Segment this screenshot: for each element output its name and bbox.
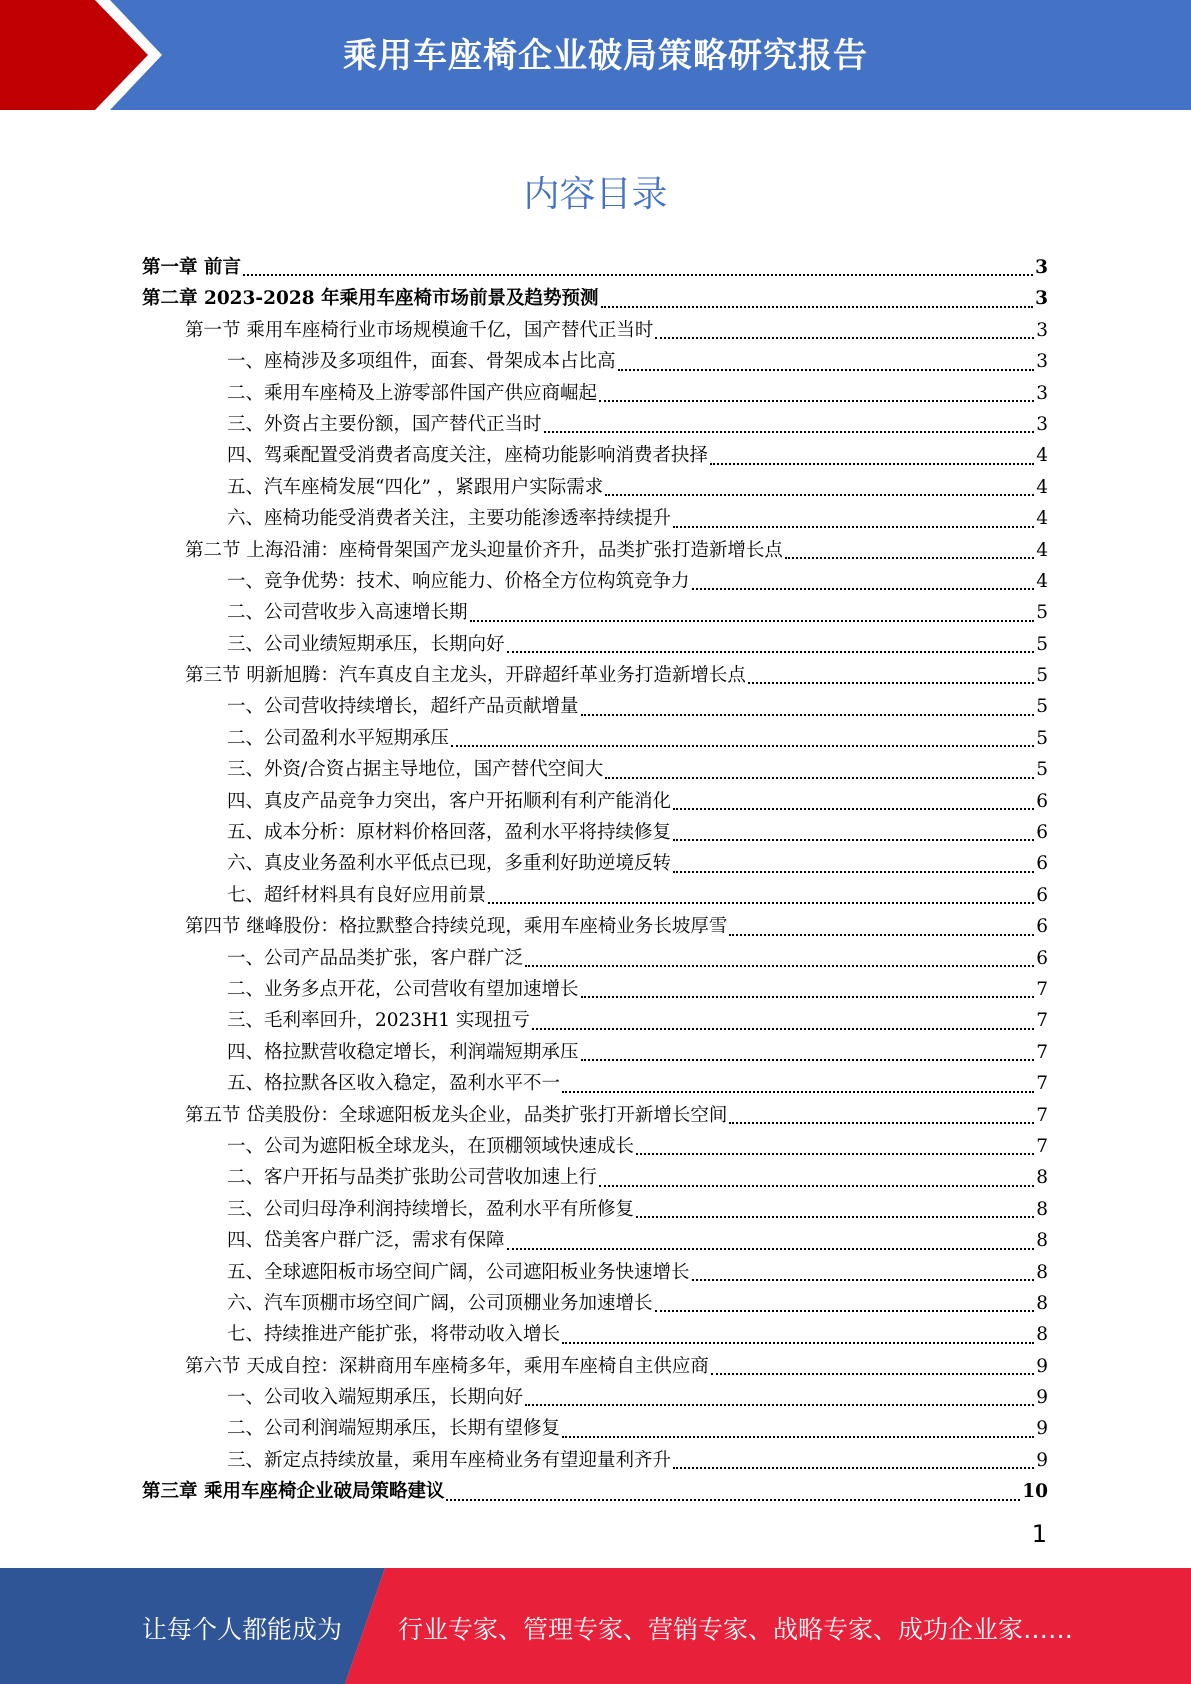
- toc-dot-leader: [581, 714, 1035, 716]
- toc-dot-leader: [673, 526, 1034, 528]
- toc-entry-title: 一、竞争优势：技术、响应能力、价格全方位构筑竞争力: [227, 570, 690, 592]
- toc-entry-title: 六、座椅功能受消费者关注，主要功能渗透率持续提升: [227, 508, 672, 530]
- toc-entry-page: 10: [1022, 1481, 1048, 1503]
- toc-entry-page: 8: [1036, 1324, 1048, 1346]
- toc-entry-title: 三、毛利率回升，2023H1 实现扭亏: [227, 1010, 530, 1032]
- footer-band: [0, 1568, 1191, 1684]
- toc-entry-title: 第六节 天成自控：深耕商用车座椅多年，乘用车座椅自主供应商: [185, 1355, 709, 1377]
- toc-entry-page: 7: [1036, 1104, 1048, 1126]
- toc-entry-page: 6: [1036, 853, 1048, 875]
- toc-entry-title: 二、客户开拓与品类扩张助公司营收加速上行: [227, 1167, 598, 1189]
- toc-entry[interactable]: [142, 1101, 1048, 1132]
- toc-entry-page: 4: [1036, 476, 1048, 498]
- toc-entry-page: 5: [1036, 696, 1048, 718]
- toc-dot-leader: [488, 902, 1034, 904]
- toc-entry[interactable]: [142, 1038, 1048, 1069]
- toc-entry-page: 6: [1036, 790, 1048, 812]
- toc-entry[interactable]: [142, 316, 1048, 347]
- toc-entry-page: 9: [1036, 1355, 1048, 1377]
- toc-entry-title: 七、持续推进产能扩张，将带动收入增长: [227, 1324, 561, 1346]
- toc-entry-page: 4: [1036, 539, 1048, 561]
- toc-entry-title: 三、公司业绩短期承压，长期向好: [227, 633, 505, 655]
- toc-dot-leader: [729, 1122, 1034, 1124]
- toc-entry-page: 6: [1036, 822, 1048, 844]
- toc-entry-title: 一、公司为遮阳板全球龙头，在顶棚领域快速成长: [227, 1135, 635, 1157]
- toc-entry-page: 8: [1036, 1261, 1048, 1283]
- toc-entry[interactable]: [142, 849, 1048, 880]
- toc-entry-title: 二、公司营收步入高速增长期: [227, 602, 468, 624]
- toc-dot-leader: [507, 651, 1035, 653]
- toc-entry-page: 5: [1036, 759, 1048, 781]
- toc-entry-page: 9: [1036, 1387, 1048, 1409]
- toc-dot-leader: [673, 839, 1034, 841]
- toc-entry[interactable]: [142, 787, 1048, 818]
- toc-entry-title: 二、公司盈利水平短期承压: [227, 727, 450, 749]
- toc-entry-title: 第二章 2023-2028 年乘用车座椅市场前景及趋势预测: [142, 288, 599, 310]
- header-band: [0, 0, 1191, 110]
- toc-entry[interactable]: [142, 1195, 1048, 1226]
- toc-dot-leader: [532, 1028, 1034, 1030]
- toc-entry-title: 三、公司归母净利润持续增长，盈利水平有所修复: [227, 1198, 635, 1220]
- toc-entry[interactable]: [142, 536, 1048, 567]
- toc-dot-leader: [692, 588, 1035, 590]
- toc-entry[interactable]: [142, 1414, 1048, 1445]
- toc-entry-page: 6: [1036, 884, 1048, 906]
- toc-entry-title: 三、外资/合资占据主导地位，国产替代空间大: [227, 759, 604, 781]
- toc-entry-title: 一、公司收入端短期承压，长期向好: [227, 1387, 524, 1409]
- toc-entry-page: 4: [1036, 570, 1048, 592]
- toc-entry[interactable]: [142, 818, 1048, 849]
- toc-entry-title: 四、格拉默营收稳定增长，利润端短期承压: [227, 1041, 579, 1063]
- toc-entry-page: 7: [1036, 978, 1048, 1000]
- toc-entry[interactable]: [142, 379, 1048, 410]
- toc-entry-title: 第一章 前言: [142, 257, 241, 278]
- toc-entry-title: 三、外资占主要份额，国产替代正当时: [227, 413, 542, 435]
- toc-dot-leader: [729, 934, 1034, 936]
- toc-entry-title: 第四节 继峰股份：格拉默整合持续兑现，乘用车座椅业务长坡厚雪: [185, 916, 728, 938]
- toc-dot-leader: [655, 337, 1034, 339]
- toc-dot-leader: [636, 1153, 1034, 1155]
- toc-entry-title: 六、真皮业务盈利水平低点已现，多重利好助逆境反转: [227, 853, 672, 875]
- toc-dot-leader: [525, 1404, 1034, 1406]
- toc-dot-leader: [785, 557, 1034, 559]
- toc-entry[interactable]: [142, 755, 1048, 786]
- toc-entry-page: 3: [1035, 288, 1048, 310]
- toc-entry-page: 4: [1036, 445, 1048, 467]
- toc-entry-title: 二、公司利润端短期承压，长期有望修复: [227, 1418, 561, 1440]
- toc-entry[interactable]: [142, 1289, 1048, 1320]
- toc-entry[interactable]: [142, 1006, 1048, 1037]
- toc-dot-leader: [446, 1499, 1020, 1501]
- toc-entry-title: 五、成本分析：原材料价格回落，盈利水平将持续修复: [227, 822, 672, 844]
- toc-entry[interactable]: [142, 1163, 1048, 1194]
- toc-entry[interactable]: [142, 1477, 1048, 1508]
- toc-dot-leader: [605, 494, 1034, 496]
- toc-entry-title: 第三节 明新旭腾：汽车真皮自主龙头，开辟超纤革业务打造新增长点: [185, 665, 746, 687]
- toc-dot-leader: [507, 1248, 1035, 1250]
- toc-entry[interactable]: [142, 1352, 1048, 1383]
- toc-entry-page: 5: [1036, 727, 1048, 749]
- toc-dot-leader: [562, 1342, 1034, 1344]
- toc-entry-title: 七、超纤材料具有良好应用前景: [227, 884, 487, 906]
- toc-entry[interactable]: [142, 630, 1048, 661]
- report-title: 乘用车座椅企业破局策略研究报告: [343, 36, 868, 76]
- toc-entry-title: 六、汽车顶棚市场空间广阔，公司顶棚业务加速增长: [227, 1292, 653, 1314]
- toc-entry-title: 五、汽车座椅发展“四化” ，紧跟用户实际需求: [227, 476, 604, 498]
- toc-dot-leader: [581, 996, 1035, 998]
- toc-dot-leader: [599, 1185, 1034, 1187]
- toc-entry-title: 三、新定点持续放量，乘用车座椅业务有望迎量利齐升: [227, 1449, 672, 1471]
- toc-dot-leader: [711, 1373, 1034, 1375]
- toc-entry-title: 第五节 岱美股份：全球遮阳板龙头企业，品类扩张打开新增长空间: [185, 1104, 728, 1126]
- toc-dot-leader: [673, 808, 1034, 810]
- toc-entry-page: 8: [1036, 1292, 1048, 1314]
- toc-entry-page: 3: [1036, 413, 1048, 435]
- toc-entry[interactable]: [142, 567, 1048, 598]
- toc-entry-title: 一、公司产品品类扩张，客户群广泛: [227, 947, 524, 969]
- toc-entry[interactable]: [142, 504, 1048, 535]
- toc-dot-leader: [673, 871, 1034, 873]
- toc-dot-leader: [562, 1091, 1034, 1093]
- toc-entry[interactable]: [142, 692, 1048, 723]
- toc-entry-page: 7: [1036, 1135, 1048, 1157]
- toc-entry-title: 二、乘用车座椅及上游零部件国产供应商崛起: [227, 382, 598, 404]
- toc-entry-page: 8: [1036, 1167, 1048, 1189]
- page-number: 1: [1031, 1520, 1047, 1548]
- toc-dot-leader: [581, 1059, 1035, 1061]
- toc-dot-leader: [618, 369, 1035, 371]
- toc-entry-title: 四、岱美客户群广泛，需求有保障: [227, 1230, 505, 1252]
- footer-slogan-right: 行业专家、管理专家、营销专家、战略专家、成功企业家……: [398, 1615, 1074, 1644]
- toc-entry-page: 5: [1036, 665, 1048, 687]
- toc-entry[interactable]: [142, 975, 1048, 1006]
- toc-entry[interactable]: [142, 1446, 1048, 1477]
- toc-dot-leader: [605, 777, 1034, 779]
- toc-entry-page: 9: [1036, 1418, 1048, 1440]
- toc-dot-leader: [748, 682, 1034, 684]
- toc-dot-leader: [692, 1279, 1035, 1281]
- table-of-contents: [142, 253, 1048, 1509]
- toc-entry[interactable]: [142, 473, 1048, 504]
- toc-entry-title: 二、业务多点开花，公司营收有望加速增长: [227, 978, 579, 1000]
- toc-entry-page: 3: [1035, 257, 1048, 278]
- toc-dot-leader: [673, 1467, 1034, 1469]
- toc-entry-page: 7: [1036, 1073, 1048, 1095]
- toc-entry-page: 7: [1036, 1010, 1048, 1032]
- toc-entry[interactable]: [142, 912, 1048, 943]
- toc-entry-title: 一、座椅涉及多项组件，面套、骨架成本占比高: [227, 351, 616, 373]
- toc-entry[interactable]: [142, 944, 1048, 975]
- toc-dot-leader: [710, 463, 1034, 465]
- toc-dot-leader: [451, 745, 1034, 747]
- toc-dot-leader: [601, 306, 1034, 308]
- toc-entry[interactable]: [142, 1069, 1048, 1100]
- toc-dot-leader: [525, 965, 1034, 967]
- toc-entry-title: 第二节 上海沿浦：座椅骨架国产龙头迎量价齐升，品类扩张打造新增长点: [185, 539, 783, 561]
- toc-entry-title: 四、驾乘配置受消费者高度关注，座椅功能影响消费者抉择: [227, 445, 709, 467]
- toc-entry[interactable]: [142, 1132, 1048, 1163]
- toc-entry[interactable]: [142, 1258, 1048, 1289]
- toc-entry[interactable]: [142, 661, 1048, 692]
- toc-entry-page: 4: [1036, 508, 1048, 530]
- toc-entry-title: 第三章 乘用车座椅企业破局策略建议: [142, 1481, 445, 1503]
- toc-entry-title: 五、格拉默各区收入稳定，盈利水平不一: [227, 1073, 561, 1095]
- toc-entry-title: 四、真皮产品竞争力突出，客户开拓顺利有利产能消化: [227, 790, 672, 812]
- toc-entry[interactable]: [142, 347, 1048, 378]
- toc-entry-page: 9: [1036, 1449, 1048, 1471]
- toc-dot-leader: [243, 274, 1033, 276]
- toc-entry-page: 3: [1036, 319, 1048, 341]
- toc-entry-page: 6: [1036, 916, 1048, 938]
- toc-entry[interactable]: [142, 410, 1048, 441]
- toc-entry-title: 五、全球遮阳板市场空间广阔，公司遮阳板业务快速增长: [227, 1261, 690, 1283]
- toc-entry-page: 7: [1036, 1041, 1048, 1063]
- toc-entry[interactable]: [142, 1383, 1048, 1414]
- toc-dot-leader: [544, 431, 1035, 433]
- toc-heading: 内容目录: [523, 174, 668, 215]
- toc-dot-leader: [470, 620, 1035, 622]
- toc-dot-leader: [562, 1436, 1034, 1438]
- toc-entry-page: 8: [1036, 1198, 1048, 1220]
- toc-entry[interactable]: [142, 881, 1048, 912]
- toc-dot-leader: [599, 400, 1034, 402]
- toc-entry-page: 5: [1036, 633, 1048, 655]
- toc-entry-title: 一、公司营收持续增长，超纤产品贡献增量: [227, 696, 579, 718]
- toc-entry-page: 8: [1036, 1230, 1048, 1252]
- toc-entry[interactable]: [142, 1226, 1048, 1257]
- toc-entry[interactable]: [142, 724, 1048, 755]
- toc-entry[interactable]: [142, 598, 1048, 629]
- toc-entry[interactable]: [142, 1320, 1048, 1351]
- toc-dot-leader: [655, 1310, 1035, 1312]
- toc-entry[interactable]: [142, 284, 1048, 315]
- toc-dot-leader: [636, 1216, 1034, 1218]
- toc-entry-page: 6: [1036, 947, 1048, 969]
- footer-slogan-left: 让每个人都能成为: [142, 1615, 343, 1644]
- toc-entry-title: 第一节 乘用车座椅行业市场规模逾千亿，国产替代正当时: [185, 319, 654, 341]
- toc-entry[interactable]: [142, 441, 1048, 472]
- toc-entry[interactable]: [142, 253, 1048, 284]
- toc-entry-page: 3: [1036, 382, 1048, 404]
- toc-entry-page: 3: [1036, 351, 1048, 373]
- toc-entry-page: 5: [1036, 602, 1048, 624]
